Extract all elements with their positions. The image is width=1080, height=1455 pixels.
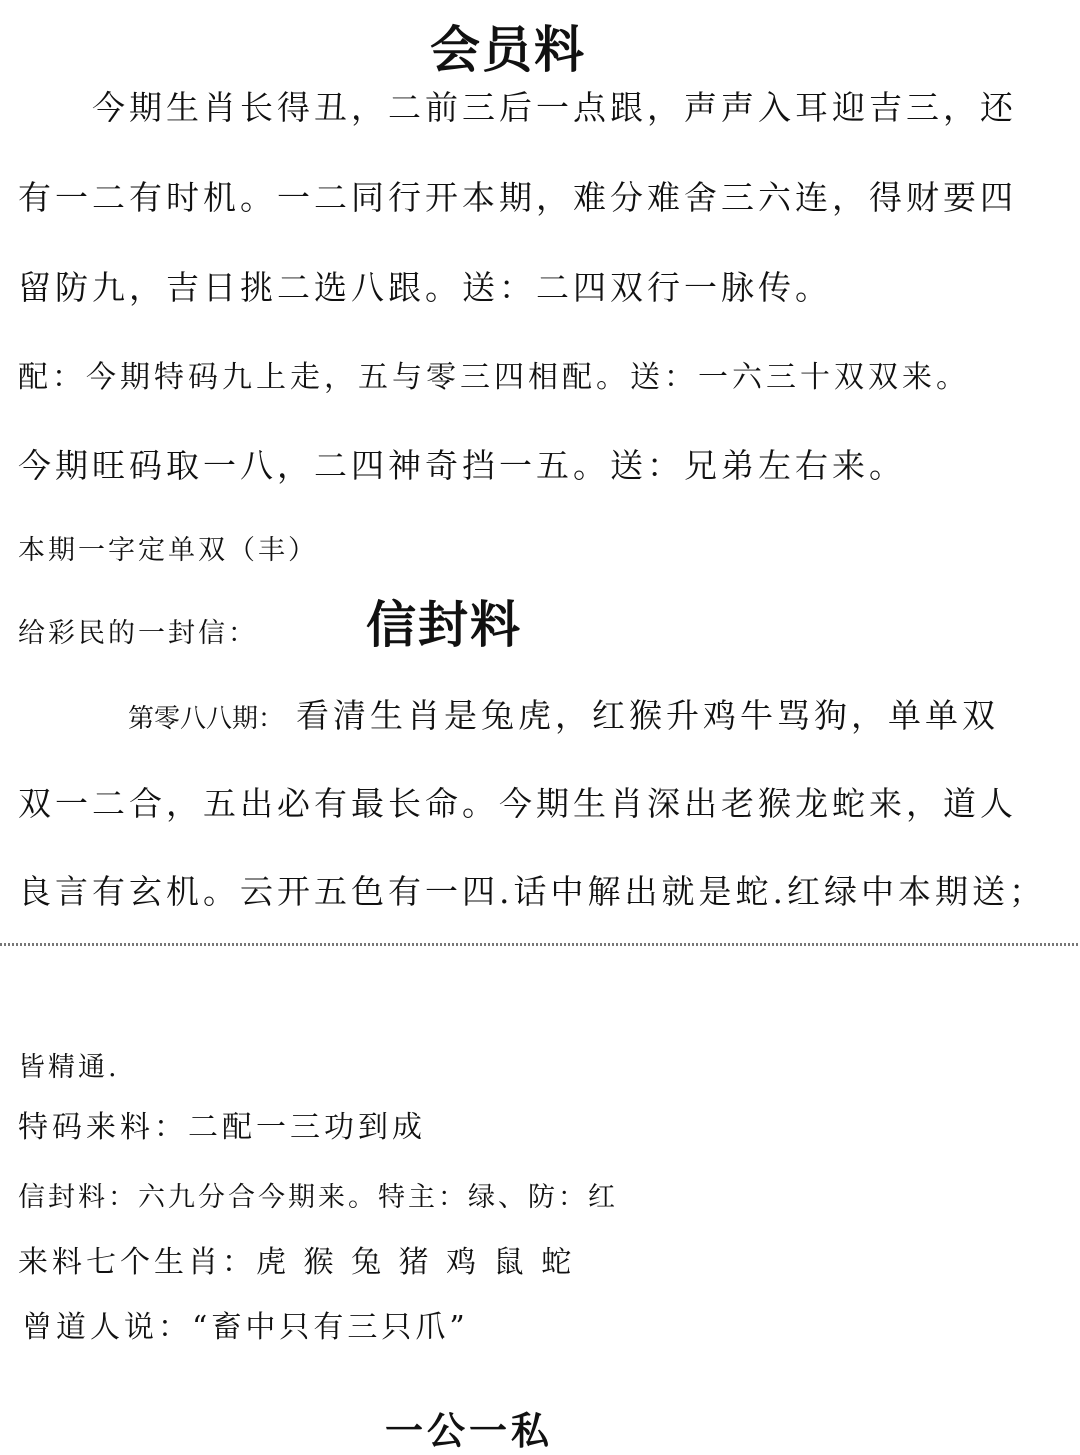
letter-header (18, 585, 522, 657)
member-line-5: 今期旺码取一八，二四神奇挡一五。送：兄弟左右来。 (18, 446, 906, 485)
letter-intro: 给彩民的一封信： (18, 618, 258, 649)
member-line-6: 本期一字定单双（丰） (18, 535, 318, 566)
member-line-4: 配：今期特码九上走，五与零三四相配。送：一六三十双双来。 (18, 360, 970, 395)
letter-first-line (128, 690, 999, 737)
letter-line-2: 双一二合，五出必有最长命。今期生肖深出老猴龙蛇来，道人 (18, 784, 1017, 823)
member-title: 会员料 (430, 20, 586, 79)
bottom-line-4: 来料七个生肖：虎 猴 兔 猪 鸡 鼠 蛇 (18, 1245, 576, 1280)
bottom-line-3: 信封料：六九分合今期来。特主：绿、防：红 (18, 1182, 618, 1213)
letter-period: 第零八八期： (128, 704, 285, 734)
member-line-3: 留防九，吉日挑二选八跟。送：二四双行一脉传。 (18, 268, 832, 307)
letter-title: 信封料 (366, 595, 522, 654)
bottom-line-5: 曾道人说：“畜中只有三只爪” (22, 1310, 469, 1345)
member-line-1: 今期生肖长得丑，二前三后一点跟，声声入耳迎吉三，还 (92, 88, 1017, 127)
closing-text: 一公一私 (385, 1408, 554, 1453)
bottom-line-2: 特码来料：二配一三功到成 (18, 1110, 426, 1145)
letter-line-3: 良言有玄机。云开五色有一四.话中解出就是蛇.红绿中本期送； (18, 872, 1046, 911)
letter-line-1: 看清生肖是兔虎，红猴升鸡牛骂狗，单单双 (296, 696, 1000, 735)
bottom-line-1: 皆精通. (18, 1052, 120, 1083)
member-line-2: 有一二有时机。一二同行开本期，难分难舍三六连，得财要四 (18, 178, 1017, 217)
page-divider (0, 943, 1080, 946)
